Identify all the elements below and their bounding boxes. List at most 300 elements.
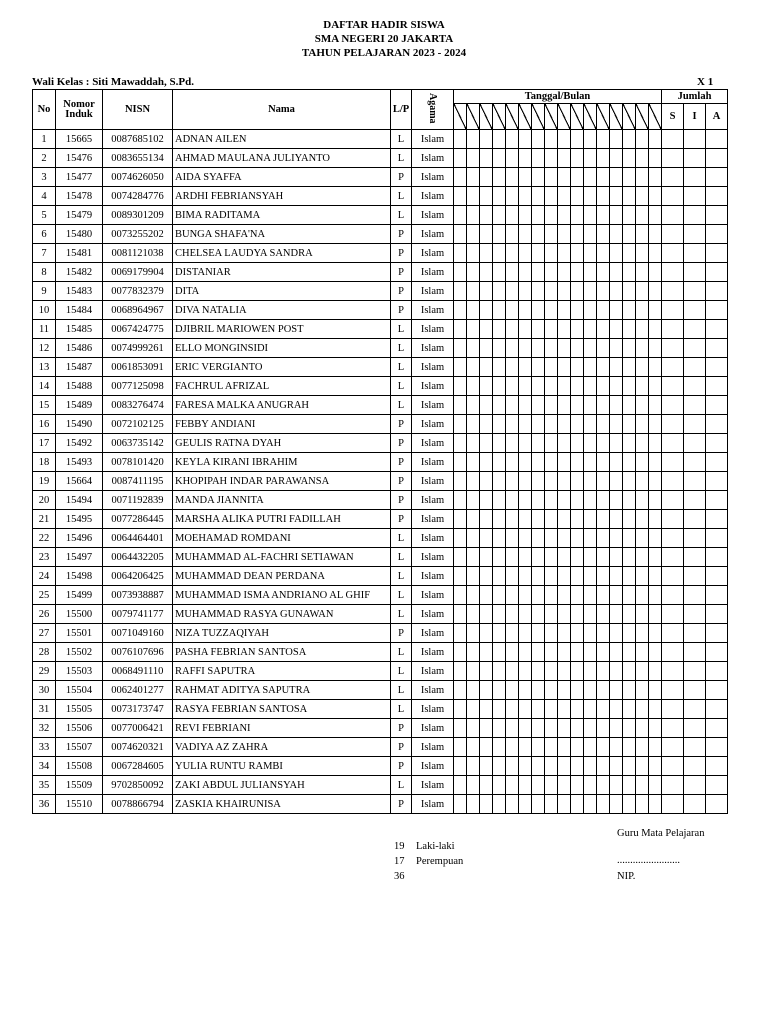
- attendance-cell[interactable]: [571, 567, 584, 586]
- attendance-cell[interactable]: [649, 738, 662, 757]
- attendance-cell[interactable]: [558, 567, 571, 586]
- attendance-cell[interactable]: [558, 586, 571, 605]
- attendance-cell[interactable]: [532, 776, 545, 795]
- attendance-cell[interactable]: [584, 719, 597, 738]
- attendance-cell[interactable]: [493, 700, 506, 719]
- attendance-cell[interactable]: [493, 187, 506, 206]
- attendance-cell[interactable]: [493, 282, 506, 301]
- attendance-cell[interactable]: [532, 263, 545, 282]
- attendance-cell[interactable]: [558, 719, 571, 738]
- attendance-cell[interactable]: [532, 510, 545, 529]
- attendance-cell[interactable]: [610, 206, 623, 225]
- attendance-cell[interactable]: [623, 301, 636, 320]
- attendance-cell[interactable]: [454, 244, 467, 263]
- attendance-cell[interactable]: [649, 567, 662, 586]
- attendance-cell[interactable]: [519, 738, 532, 757]
- attendance-cell[interactable]: [558, 795, 571, 814]
- attendance-cell[interactable]: [493, 358, 506, 377]
- attendance-cell[interactable]: [519, 434, 532, 453]
- total-alpha-cell[interactable]: [706, 301, 728, 320]
- attendance-cell[interactable]: [454, 586, 467, 605]
- attendance-cell[interactable]: [532, 472, 545, 491]
- attendance-cell[interactable]: [467, 415, 480, 434]
- total-alpha-cell[interactable]: [706, 206, 728, 225]
- attendance-cell[interactable]: [623, 130, 636, 149]
- attendance-cell[interactable]: [545, 776, 558, 795]
- attendance-cell[interactable]: [636, 130, 649, 149]
- attendance-cell[interactable]: [480, 263, 493, 282]
- attendance-cell[interactable]: [467, 187, 480, 206]
- attendance-cell[interactable]: [623, 662, 636, 681]
- attendance-cell[interactable]: [519, 358, 532, 377]
- attendance-cell[interactable]: [558, 358, 571, 377]
- attendance-cell[interactable]: [584, 149, 597, 168]
- attendance-cell[interactable]: [493, 244, 506, 263]
- attendance-cell[interactable]: [493, 206, 506, 225]
- total-alpha-cell[interactable]: [706, 776, 728, 795]
- total-alpha-cell[interactable]: [706, 168, 728, 187]
- attendance-cell[interactable]: [636, 244, 649, 263]
- attendance-cell[interactable]: [636, 624, 649, 643]
- attendance-cell[interactable]: [558, 662, 571, 681]
- attendance-cell[interactable]: [519, 624, 532, 643]
- attendance-cell[interactable]: [610, 339, 623, 358]
- attendance-cell[interactable]: [636, 301, 649, 320]
- attendance-cell[interactable]: [649, 187, 662, 206]
- attendance-cell[interactable]: [584, 225, 597, 244]
- attendance-cell[interactable]: [597, 605, 610, 624]
- total-alpha-cell[interactable]: [706, 700, 728, 719]
- attendance-cell[interactable]: [454, 700, 467, 719]
- attendance-cell[interactable]: [623, 738, 636, 757]
- attendance-cell[interactable]: [649, 453, 662, 472]
- attendance-cell[interactable]: [636, 377, 649, 396]
- attendance-cell[interactable]: [454, 187, 467, 206]
- attendance-cell[interactable]: [545, 643, 558, 662]
- attendance-cell[interactable]: [571, 377, 584, 396]
- attendance-cell[interactable]: [480, 567, 493, 586]
- attendance-cell[interactable]: [506, 225, 519, 244]
- attendance-cell[interactable]: [584, 434, 597, 453]
- attendance-cell[interactable]: [623, 624, 636, 643]
- attendance-cell[interactable]: [545, 510, 558, 529]
- attendance-cell[interactable]: [649, 700, 662, 719]
- attendance-cell[interactable]: [623, 681, 636, 700]
- attendance-cell[interactable]: [506, 529, 519, 548]
- attendance-cell[interactable]: [610, 358, 623, 377]
- attendance-cell[interactable]: [649, 719, 662, 738]
- attendance-cell[interactable]: [545, 700, 558, 719]
- attendance-cell[interactable]: [649, 244, 662, 263]
- attendance-cell[interactable]: [506, 263, 519, 282]
- attendance-cell[interactable]: [636, 681, 649, 700]
- attendance-cell[interactable]: [597, 206, 610, 225]
- attendance-cell[interactable]: [493, 491, 506, 510]
- attendance-cell[interactable]: [545, 244, 558, 263]
- attendance-cell[interactable]: [532, 396, 545, 415]
- attendance-cell[interactable]: [454, 415, 467, 434]
- attendance-cell[interactable]: [597, 244, 610, 263]
- attendance-cell[interactable]: [519, 795, 532, 814]
- attendance-cell[interactable]: [623, 206, 636, 225]
- attendance-cell[interactable]: [519, 282, 532, 301]
- attendance-cell[interactable]: [649, 643, 662, 662]
- attendance-cell[interactable]: [480, 301, 493, 320]
- attendance-cell[interactable]: [597, 681, 610, 700]
- attendance-cell[interactable]: [623, 453, 636, 472]
- attendance-cell[interactable]: [649, 301, 662, 320]
- attendance-cell[interactable]: [649, 757, 662, 776]
- attendance-cell[interactable]: [467, 700, 480, 719]
- attendance-cell[interactable]: [649, 605, 662, 624]
- attendance-cell[interactable]: [467, 225, 480, 244]
- attendance-cell[interactable]: [454, 149, 467, 168]
- attendance-cell[interactable]: [597, 130, 610, 149]
- attendance-cell[interactable]: [480, 681, 493, 700]
- attendance-cell[interactable]: [558, 453, 571, 472]
- attendance-cell[interactable]: [454, 643, 467, 662]
- attendance-cell[interactable]: [584, 548, 597, 567]
- attendance-cell[interactable]: [506, 339, 519, 358]
- attendance-cell[interactable]: [558, 491, 571, 510]
- attendance-cell[interactable]: [493, 795, 506, 814]
- attendance-cell[interactable]: [532, 244, 545, 263]
- attendance-cell[interactable]: [467, 263, 480, 282]
- attendance-cell[interactable]: [454, 206, 467, 225]
- attendance-cell[interactable]: [493, 757, 506, 776]
- total-izin-cell[interactable]: [684, 776, 706, 795]
- total-izin-cell[interactable]: [684, 396, 706, 415]
- attendance-cell[interactable]: [467, 643, 480, 662]
- total-izin-cell[interactable]: [684, 719, 706, 738]
- attendance-cell[interactable]: [519, 301, 532, 320]
- attendance-cell[interactable]: [506, 415, 519, 434]
- attendance-cell[interactable]: [636, 472, 649, 491]
- attendance-cell[interactable]: [623, 567, 636, 586]
- total-izin-cell[interactable]: [684, 301, 706, 320]
- attendance-cell[interactable]: [584, 320, 597, 339]
- attendance-cell[interactable]: [480, 776, 493, 795]
- attendance-cell[interactable]: [636, 510, 649, 529]
- attendance-cell[interactable]: [649, 662, 662, 681]
- attendance-cell[interactable]: [506, 662, 519, 681]
- attendance-cell[interactable]: [610, 643, 623, 662]
- attendance-cell[interactable]: [480, 700, 493, 719]
- attendance-cell[interactable]: [506, 643, 519, 662]
- attendance-cell[interactable]: [558, 605, 571, 624]
- attendance-cell[interactable]: [649, 510, 662, 529]
- attendance-cell[interactable]: [467, 624, 480, 643]
- attendance-cell[interactable]: [454, 738, 467, 757]
- attendance-cell[interactable]: [519, 567, 532, 586]
- total-sakit-cell[interactable]: [662, 282, 684, 301]
- total-sakit-cell[interactable]: [662, 472, 684, 491]
- attendance-cell[interactable]: [584, 301, 597, 320]
- attendance-cell[interactable]: [584, 472, 597, 491]
- attendance-cell[interactable]: [610, 396, 623, 415]
- attendance-cell[interactable]: [623, 491, 636, 510]
- total-alpha-cell[interactable]: [706, 510, 728, 529]
- total-alpha-cell[interactable]: [706, 282, 728, 301]
- attendance-cell[interactable]: [454, 396, 467, 415]
- attendance-cell[interactable]: [610, 301, 623, 320]
- attendance-cell[interactable]: [571, 301, 584, 320]
- attendance-cell[interactable]: [467, 396, 480, 415]
- total-alpha-cell[interactable]: [706, 738, 728, 757]
- attendance-cell[interactable]: [454, 510, 467, 529]
- attendance-cell[interactable]: [545, 567, 558, 586]
- attendance-cell[interactable]: [636, 168, 649, 187]
- attendance-cell[interactable]: [571, 529, 584, 548]
- total-alpha-cell[interactable]: [706, 415, 728, 434]
- attendance-cell[interactable]: [571, 396, 584, 415]
- attendance-cell[interactable]: [532, 681, 545, 700]
- attendance-cell[interactable]: [480, 453, 493, 472]
- attendance-cell[interactable]: [571, 586, 584, 605]
- attendance-cell[interactable]: [467, 320, 480, 339]
- attendance-cell[interactable]: [493, 472, 506, 491]
- attendance-cell[interactable]: [532, 301, 545, 320]
- attendance-cell[interactable]: [597, 263, 610, 282]
- attendance-cell[interactable]: [649, 776, 662, 795]
- attendance-cell[interactable]: [467, 719, 480, 738]
- attendance-cell[interactable]: [493, 434, 506, 453]
- attendance-cell[interactable]: [597, 339, 610, 358]
- total-alpha-cell[interactable]: [706, 358, 728, 377]
- total-alpha-cell[interactable]: [706, 377, 728, 396]
- attendance-cell[interactable]: [623, 263, 636, 282]
- total-sakit-cell[interactable]: [662, 510, 684, 529]
- attendance-cell[interactable]: [636, 149, 649, 168]
- attendance-cell[interactable]: [519, 586, 532, 605]
- attendance-cell[interactable]: [623, 795, 636, 814]
- attendance-cell[interactable]: [584, 757, 597, 776]
- attendance-cell[interactable]: [532, 795, 545, 814]
- attendance-cell[interactable]: [649, 472, 662, 491]
- total-sakit-cell[interactable]: [662, 757, 684, 776]
- attendance-cell[interactable]: [519, 757, 532, 776]
- attendance-cell[interactable]: [597, 529, 610, 548]
- total-izin-cell[interactable]: [684, 415, 706, 434]
- attendance-cell[interactable]: [636, 282, 649, 301]
- attendance-cell[interactable]: [545, 795, 558, 814]
- attendance-cell[interactable]: [649, 339, 662, 358]
- attendance-cell[interactable]: [545, 662, 558, 681]
- attendance-cell[interactable]: [597, 510, 610, 529]
- attendance-cell[interactable]: [597, 225, 610, 244]
- total-izin-cell[interactable]: [684, 320, 706, 339]
- attendance-cell[interactable]: [571, 282, 584, 301]
- attendance-cell[interactable]: [623, 719, 636, 738]
- attendance-cell[interactable]: [545, 130, 558, 149]
- total-sakit-cell[interactable]: [662, 586, 684, 605]
- attendance-cell[interactable]: [506, 491, 519, 510]
- total-sakit-cell[interactable]: [662, 206, 684, 225]
- attendance-cell[interactable]: [532, 339, 545, 358]
- attendance-cell[interactable]: [467, 510, 480, 529]
- total-sakit-cell[interactable]: [662, 776, 684, 795]
- total-izin-cell[interactable]: [684, 339, 706, 358]
- attendance-cell[interactable]: [454, 339, 467, 358]
- total-alpha-cell[interactable]: [706, 187, 728, 206]
- attendance-cell[interactable]: [571, 453, 584, 472]
- total-sakit-cell[interactable]: [662, 529, 684, 548]
- attendance-cell[interactable]: [467, 586, 480, 605]
- total-alpha-cell[interactable]: [706, 643, 728, 662]
- attendance-cell[interactable]: [649, 206, 662, 225]
- total-alpha-cell[interactable]: [706, 757, 728, 776]
- attendance-cell[interactable]: [597, 149, 610, 168]
- attendance-cell[interactable]: [571, 244, 584, 263]
- attendance-cell[interactable]: [558, 529, 571, 548]
- attendance-cell[interactable]: [480, 415, 493, 434]
- attendance-cell[interactable]: [454, 358, 467, 377]
- attendance-cell[interactable]: [506, 795, 519, 814]
- attendance-cell[interactable]: [584, 130, 597, 149]
- attendance-cell[interactable]: [545, 320, 558, 339]
- attendance-cell[interactable]: [571, 681, 584, 700]
- attendance-cell[interactable]: [649, 130, 662, 149]
- attendance-cell[interactable]: [558, 548, 571, 567]
- attendance-cell[interactable]: [610, 624, 623, 643]
- attendance-cell[interactable]: [610, 738, 623, 757]
- attendance-cell[interactable]: [532, 529, 545, 548]
- attendance-cell[interactable]: [571, 225, 584, 244]
- total-sakit-cell[interactable]: [662, 681, 684, 700]
- attendance-cell[interactable]: [545, 491, 558, 510]
- attendance-cell[interactable]: [493, 396, 506, 415]
- total-izin-cell[interactable]: [684, 149, 706, 168]
- attendance-cell[interactable]: [610, 320, 623, 339]
- total-izin-cell[interactable]: [684, 377, 706, 396]
- attendance-cell[interactable]: [597, 434, 610, 453]
- attendance-cell[interactable]: [480, 738, 493, 757]
- attendance-cell[interactable]: [519, 491, 532, 510]
- attendance-cell[interactable]: [571, 662, 584, 681]
- attendance-cell[interactable]: [649, 358, 662, 377]
- attendance-cell[interactable]: [597, 643, 610, 662]
- attendance-cell[interactable]: [584, 244, 597, 263]
- attendance-cell[interactable]: [480, 605, 493, 624]
- attendance-cell[interactable]: [532, 738, 545, 757]
- attendance-cell[interactable]: [454, 491, 467, 510]
- total-izin-cell[interactable]: [684, 548, 706, 567]
- attendance-cell[interactable]: [480, 244, 493, 263]
- attendance-cell[interactable]: [623, 187, 636, 206]
- attendance-cell[interactable]: [532, 453, 545, 472]
- attendance-cell[interactable]: [519, 643, 532, 662]
- attendance-cell[interactable]: [571, 719, 584, 738]
- attendance-cell[interactable]: [649, 168, 662, 187]
- attendance-cell[interactable]: [636, 795, 649, 814]
- attendance-cell[interactable]: [493, 225, 506, 244]
- attendance-cell[interactable]: [480, 434, 493, 453]
- total-sakit-cell[interactable]: [662, 339, 684, 358]
- attendance-cell[interactable]: [636, 567, 649, 586]
- total-alpha-cell[interactable]: [706, 453, 728, 472]
- total-alpha-cell[interactable]: [706, 491, 728, 510]
- attendance-cell[interactable]: [636, 738, 649, 757]
- attendance-cell[interactable]: [649, 149, 662, 168]
- attendance-cell[interactable]: [610, 681, 623, 700]
- attendance-cell[interactable]: [584, 263, 597, 282]
- attendance-cell[interactable]: [532, 605, 545, 624]
- attendance-cell[interactable]: [519, 377, 532, 396]
- attendance-cell[interactable]: [519, 149, 532, 168]
- attendance-cell[interactable]: [584, 491, 597, 510]
- attendance-cell[interactable]: [610, 263, 623, 282]
- attendance-cell[interactable]: [506, 206, 519, 225]
- total-sakit-cell[interactable]: [662, 491, 684, 510]
- attendance-cell[interactable]: [454, 624, 467, 643]
- attendance-cell[interactable]: [480, 510, 493, 529]
- attendance-cell[interactable]: [558, 377, 571, 396]
- attendance-cell[interactable]: [493, 301, 506, 320]
- attendance-cell[interactable]: [480, 529, 493, 548]
- attendance-cell[interactable]: [558, 244, 571, 263]
- attendance-cell[interactable]: [506, 510, 519, 529]
- attendance-cell[interactable]: [480, 586, 493, 605]
- attendance-cell[interactable]: [584, 700, 597, 719]
- attendance-cell[interactable]: [558, 282, 571, 301]
- attendance-cell[interactable]: [584, 529, 597, 548]
- total-izin-cell[interactable]: [684, 491, 706, 510]
- attendance-cell[interactable]: [597, 662, 610, 681]
- attendance-cell[interactable]: [649, 320, 662, 339]
- attendance-cell[interactable]: [597, 282, 610, 301]
- total-izin-cell[interactable]: [684, 263, 706, 282]
- total-izin-cell[interactable]: [684, 168, 706, 187]
- attendance-cell[interactable]: [584, 776, 597, 795]
- attendance-cell[interactable]: [649, 396, 662, 415]
- attendance-cell[interactable]: [558, 776, 571, 795]
- attendance-cell[interactable]: [545, 738, 558, 757]
- attendance-cell[interactable]: [493, 377, 506, 396]
- attendance-cell[interactable]: [506, 624, 519, 643]
- total-sakit-cell[interactable]: [662, 719, 684, 738]
- attendance-cell[interactable]: [454, 263, 467, 282]
- attendance-cell[interactable]: [532, 282, 545, 301]
- attendance-cell[interactable]: [519, 187, 532, 206]
- attendance-cell[interactable]: [545, 339, 558, 358]
- total-sakit-cell[interactable]: [662, 187, 684, 206]
- attendance-cell[interactable]: [584, 187, 597, 206]
- attendance-cell[interactable]: [610, 776, 623, 795]
- attendance-cell[interactable]: [636, 700, 649, 719]
- attendance-cell[interactable]: [545, 168, 558, 187]
- total-alpha-cell[interactable]: [706, 605, 728, 624]
- attendance-cell[interactable]: [558, 624, 571, 643]
- attendance-cell[interactable]: [480, 548, 493, 567]
- attendance-cell[interactable]: [454, 434, 467, 453]
- attendance-cell[interactable]: [467, 567, 480, 586]
- attendance-cell[interactable]: [584, 510, 597, 529]
- attendance-cell[interactable]: [467, 244, 480, 263]
- attendance-cell[interactable]: [545, 624, 558, 643]
- attendance-cell[interactable]: [480, 282, 493, 301]
- total-sakit-cell[interactable]: [662, 434, 684, 453]
- attendance-cell[interactable]: [545, 415, 558, 434]
- attendance-cell[interactable]: [636, 358, 649, 377]
- total-alpha-cell[interactable]: [706, 795, 728, 814]
- attendance-cell[interactable]: [610, 795, 623, 814]
- total-sakit-cell[interactable]: [662, 301, 684, 320]
- attendance-cell[interactable]: [597, 719, 610, 738]
- attendance-cell[interactable]: [506, 282, 519, 301]
- attendance-cell[interactable]: [545, 225, 558, 244]
- attendance-cell[interactable]: [493, 453, 506, 472]
- attendance-cell[interactable]: [467, 130, 480, 149]
